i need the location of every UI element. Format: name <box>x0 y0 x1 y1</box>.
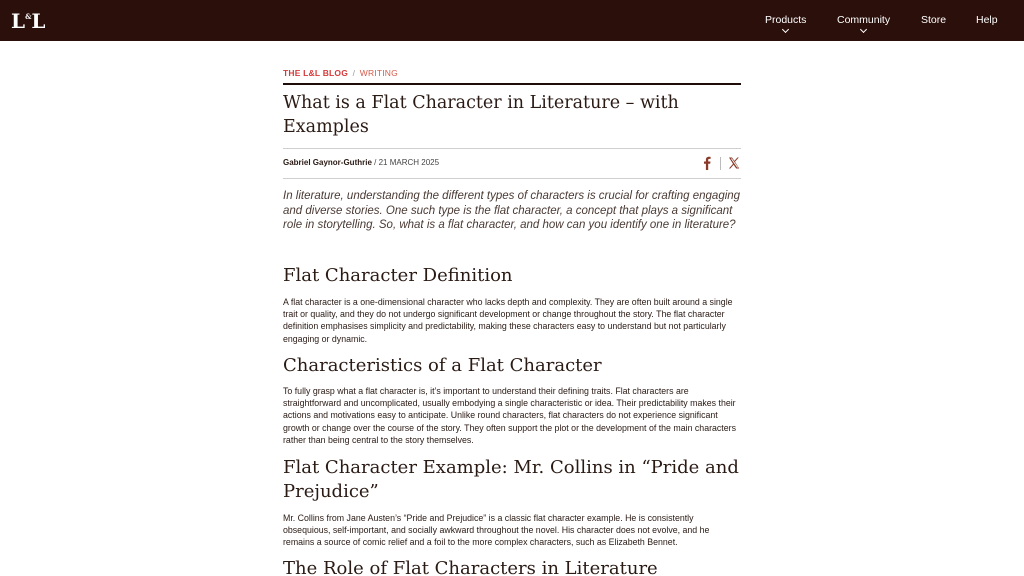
author-name[interactable]: Gabriel Gaynor-Guthrie <box>283 158 372 167</box>
byline-separator: / <box>374 158 377 167</box>
section-body: A flat character is a one-dimensional character who lacks depth and complexity. They are often built around a single trait or quality, and they do not undergo significant development or change throughout the story. The flat character definition emphasises simplicity and predictability, making these characters easy to understand but not particularly engaging or dynamic. <box>283 297 733 344</box>
nav-products-label: Products <box>765 14 807 26</box>
nav-store-label: Store <box>921 14 947 26</box>
brand-logo[interactable] <box>11 9 44 33</box>
byline <box>283 158 439 167</box>
article-intro: In literature, understanding the different types of characters is crucial for crafting engaging and diverse stories. One such type is the flat character, a concept that plays a significant role in storytelling. So, what is a flat character, and how can you identify one in literature? <box>283 190 741 231</box>
section-heading: The Role of Flat Characters in Literature <box>283 558 658 576</box>
logo-letter-left: L <box>11 9 25 33</box>
nav-help-label: Help <box>976 14 998 26</box>
title-top-rule <box>283 83 741 85</box>
share-links <box>700 156 741 170</box>
page-title: What is a Flat Character in Literature – with Examples <box>283 93 679 137</box>
share-divider <box>720 157 721 170</box>
chevron-down-icon <box>860 26 867 33</box>
byline-top-divider <box>283 148 741 149</box>
logo-ampersand: & <box>25 12 31 21</box>
section-heading: Flat Character Definition <box>283 265 513 286</box>
nav-community-label: Community <box>837 14 891 26</box>
breadcrumb <box>283 68 398 78</box>
x-icon[interactable] <box>727 156 741 170</box>
breadcrumb-separator: / <box>352 68 356 78</box>
section-body: Mr. Collins from Jane Austen’s “Pride and Prejudice” is a classic flat character example. He is consistently obsequious, self-important, and socially awkward throughout the novel. His character does not evolve, and he remains a source of comic relief and a foil to the more complex characters, such as Elizabeth Bennet. <box>283 513 710 548</box>
section-heading: Flat Character Example: Mr. Collins in “Pride and Prejudice” <box>283 457 739 502</box>
breadcrumb-blog-link[interactable]: THE L&L BLOG <box>283 68 349 78</box>
section-body: To fully grasp what a flat character is, it’s important to understand their defining traits. Flat characters are straightforward and uncomplicated, usually embodying a single characteristic or idea. Their predictability makes their actions and motivations easy to anticipate. Unlike round characters, flat characters do not experience significant growth or change over the course of the story. They often support the plot or the development of the main characters rather than being central to the story themselves. <box>283 386 736 445</box>
nav-store[interactable] <box>921 14 946 26</box>
chevron-down-icon <box>782 26 789 33</box>
publish-date: 21 MARCH 2025 <box>378 158 440 167</box>
breadcrumb-category-link[interactable]: WRITING <box>359 68 398 78</box>
section-heading: Characteristics of a Flat Character <box>283 355 602 376</box>
nav-community[interactable] <box>837 14 890 32</box>
nav-products[interactable] <box>765 14 806 32</box>
byline-bottom-divider <box>283 178 741 179</box>
nav-help[interactable] <box>976 14 998 26</box>
logo-letter-right: L <box>31 9 45 33</box>
top-navigation-bar <box>0 0 1024 41</box>
facebook-icon[interactable] <box>700 156 714 170</box>
